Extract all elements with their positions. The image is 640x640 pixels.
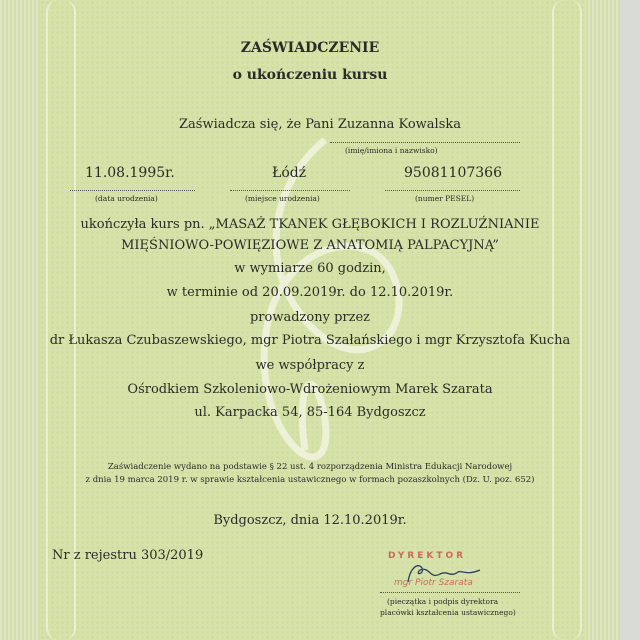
- birth-place: Łódź: [272, 165, 307, 181]
- birth-date-line: [70, 190, 195, 191]
- course-line-1: ukończyła kurs pn. „MASAŻ TKANEK GŁĘBOKICH I ROZLUŹNIANIE: [80, 217, 540, 232]
- name-caption: (imię/imiona i nazwisko): [345, 146, 438, 155]
- register-number: Nr z rejestru 303/2019: [52, 548, 204, 563]
- course-dates: w terminie od 20.09.2019r. do 12.10.2019r.: [166, 285, 454, 300]
- certificate-subtitle: o ukończeniu kursu: [232, 67, 388, 83]
- birth-place-caption: (miejsce urodzenia): [245, 194, 320, 203]
- legal-basis-line-1: Zaświadczenie wydano na podstawie § 22 ust. 4 rozporządzenia Ministra Edukacji Narodowej: [107, 462, 513, 472]
- pesel-number: 95081107366: [404, 165, 502, 181]
- stamp-title: DYREKTOR: [388, 551, 467, 561]
- birth-date-caption: (data urodzenia): [95, 194, 158, 203]
- cooperation: we współpracy z: [255, 358, 365, 373]
- course-line-2: MIĘŚNIOWO-POWIĘZIOWE Z ANATOMIĄ PALPACYJNĄ”: [121, 238, 499, 253]
- name-line: [330, 142, 520, 143]
- birth-date: 11.08.1995r.: [85, 165, 175, 181]
- address: ul. Karpacka 54, 85-164 Bydgoszcz: [194, 405, 426, 420]
- intro-text: Zaświadcza się, że Pani Zuzanna Kowalska: [178, 117, 462, 132]
- instructors: dr Łukasza Czubaszewskiego, mgr Piotra Szałańskiego i mgr Krzysztofa Kucha: [49, 333, 571, 348]
- organization: Ośrodkiem Szkoleniowo-Wdrożeniowym Marek Szarata: [127, 382, 493, 397]
- course-hours: w wymiarze 60 godzin,: [234, 261, 386, 276]
- birth-place-line: [230, 190, 350, 191]
- legal-basis-line-2: z dnia 19 marca 2019 r. w sprawie kształcenia ustawicznego w formach pozaszkolnych (Dz. U. poz. 652): [85, 475, 535, 485]
- pesel-caption: (numer PESEL): [415, 194, 475, 203]
- signature-line: [380, 592, 520, 593]
- led-by: prowadzony przez: [249, 310, 370, 325]
- certificate-title: ZAŚWIADCZENIE: [240, 40, 380, 56]
- stamp-name: mgr Piotr Szarata: [394, 578, 473, 588]
- signature-caption-2: placówki kształcenia ustawicznego): [380, 608, 516, 617]
- signature-caption-1: (pieczątka i podpis dyrektora: [387, 597, 499, 606]
- place-and-date: Bydgoszcz, dnia 12.10.2019r.: [213, 513, 407, 528]
- pesel-line: [385, 190, 520, 191]
